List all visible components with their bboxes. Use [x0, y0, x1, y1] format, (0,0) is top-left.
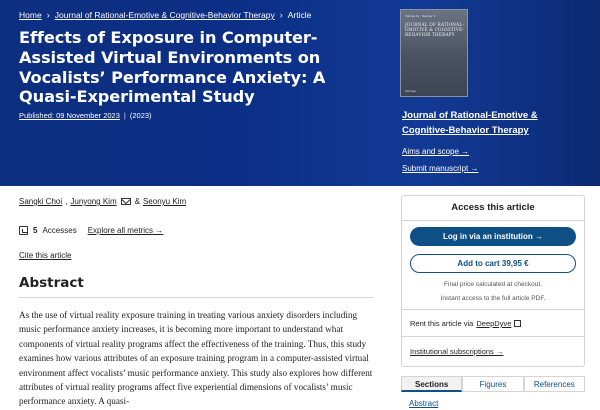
explore-metrics-link[interactable]: Explore all metrics → — [87, 226, 164, 235]
breadcrumb-journal[interactable]: Journal of Rational-Emotive & Cognitive-Behavior Therapy — [54, 10, 275, 20]
add-to-cart-button[interactable]: Add to cart 39,95 € — [410, 254, 576, 273]
divider — [402, 220, 584, 221]
article-metrics — [19, 226, 163, 235]
abstract-heading: Abstract — [19, 275, 84, 291]
article-title: Effects of Exposure in Computer-Assisted Virtual Environments on Vocalists’ Performance Anxiety: A Quasi-Experimental Study — [19, 28, 326, 107]
tab-references[interactable]: References — [524, 376, 585, 392]
chevron-right-icon: › — [46, 10, 50, 20]
article-header — [0, 0, 600, 186]
breadcrumb — [19, 10, 311, 20]
breadcrumb-home[interactable]: Home — [19, 10, 42, 20]
divider — [402, 336, 584, 337]
author-link[interactable]: Sangki Choi — [19, 197, 63, 206]
external-link-icon[interactable] — [514, 320, 521, 327]
article-nav-tabs — [401, 376, 585, 392]
journal-cover-image[interactable] — [400, 9, 468, 97]
aims-and-scope-link[interactable]: Aims and scope → — [402, 147, 470, 156]
access-heading: Access this article — [451, 202, 535, 213]
access-article-panel — [401, 195, 585, 367]
mail-icon[interactable] — [121, 198, 131, 205]
publication-year: (2023) — [129, 111, 152, 120]
cite-article-link[interactable]: Cite this article — [19, 251, 72, 260]
cover-publisher: Springer — [405, 89, 417, 93]
breadcrumb-current: Article — [287, 10, 312, 20]
divider — [402, 309, 584, 310]
tab-sections[interactable]: Sections — [401, 376, 462, 392]
institutional-subscriptions-link[interactable]: Institutional subscriptions → — [410, 347, 504, 356]
cover-volume: Volume 41 · Number 4 — [405, 14, 436, 18]
institution-login-button[interactable]: Log in via an institution → — [410, 227, 576, 246]
section-link-abstract[interactable]: Abstract — [409, 399, 439, 408]
accesses-icon — [19, 226, 28, 235]
author-separator: , — [65, 197, 68, 206]
instant-access-note: Instant access to the full article PDF. — [440, 295, 546, 302]
publication-info — [19, 111, 152, 120]
deepdyve-link[interactable]: DeepDyve — [476, 319, 512, 328]
separator: | — [123, 111, 126, 120]
rent-label: Rent this article via — [410, 319, 474, 328]
accesses-count: 5 — [33, 226, 38, 235]
tab-figures[interactable]: Figures — [462, 376, 523, 392]
accesses-label: Accesses — [42, 226, 77, 235]
chevron-right-icon: › — [279, 10, 283, 20]
rent-row — [410, 319, 521, 328]
author-link[interactable]: Seonyu Kim — [142, 197, 187, 206]
author-list — [19, 197, 186, 206]
abstract-text: As the use of virtual reality exposure training in treating various anxiety disorders including music performance anxiety increases, it is becoming more important to understand what components of virtual reality programs affect the effectiveness of the training. Thus, this study examines how various attributes of an exposure training program in a computer-assisted virtual environment affect vocalists’ music performance anxiety. This study also explores how different attributes of virtual reality programs affect five experiential dimensions of vocalists’ music performance anxiety. A quasi- — [19, 310, 373, 407]
divider — [19, 297, 373, 298]
cover-title: JOURNAL OF RATIONAL-EMOTIVE & COGNITIVE-BEHAVIOR THERAPY — [405, 22, 465, 38]
author-separator: & — [134, 197, 140, 206]
submit-manuscript-link[interactable]: Submit manuscript → — [402, 164, 479, 173]
published-date[interactable]: Published: 09 November 2023 — [19, 111, 120, 120]
price-note: Final price calculated at checkout. — [444, 281, 542, 288]
journal-name-link[interactable]: Journal of Rational-Emotive & Cognitive-Behavior Therapy — [402, 110, 538, 136]
author-link[interactable]: Junyong Kim — [70, 197, 117, 206]
